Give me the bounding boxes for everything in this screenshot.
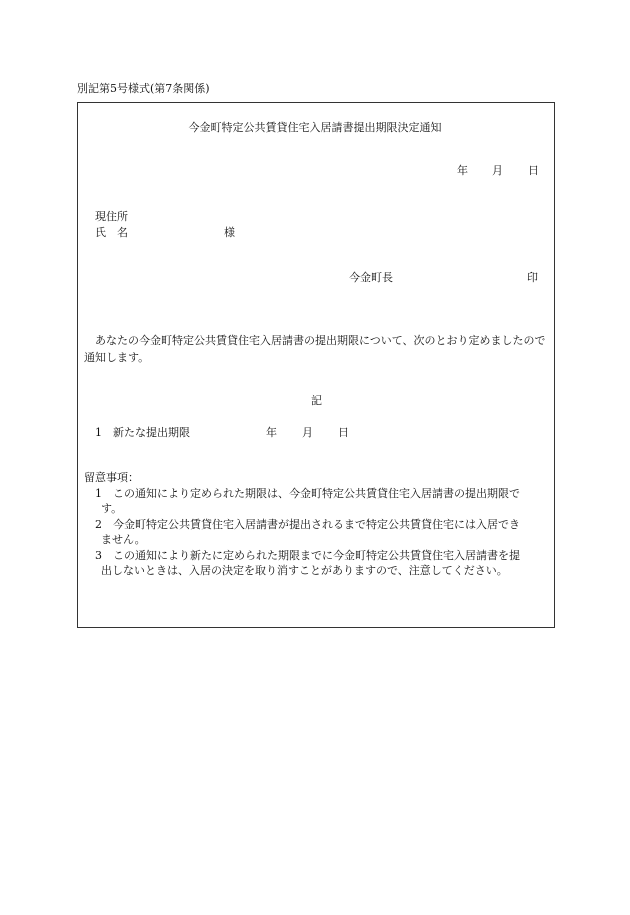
deadline-day: 日 [338, 426, 349, 439]
note-number: 1 [95, 487, 102, 500]
date-month: 月 [492, 164, 503, 177]
address-label: 現住所 [95, 210, 128, 223]
honorific-label: 様 [224, 226, 235, 239]
form-label: 別記第5号様式(第7条関係) [77, 82, 210, 95]
note-number: 3 [95, 549, 102, 562]
note-text: 今金町特定公共賃貸住宅入居請書が提出されるまで特定公共賃貸住宅には入居でき [113, 518, 520, 531]
note-text-continued: 出しないときは、入居の決定を取り消すことがありますので、注意してください。 [101, 564, 508, 577]
note-text: この通知により定められた期限は、今金町特定公共賃貸住宅入居請書の提出期限で [113, 487, 520, 500]
deadline-year: 年 [266, 426, 277, 439]
body-paragraph: あなたの今金町特定公共賃貸住宅入居請書の提出期限について、次のとおり定めましたので通知します。 [84, 334, 546, 364]
note-text: この通知により新たに定められた期限までに今金町特定公共賃貸住宅入居請書を提 [113, 549, 520, 562]
note-number: 2 [95, 518, 102, 531]
note-text-continued: す。 [101, 502, 123, 515]
name-label: 氏 名 [95, 226, 128, 239]
ki-heading: 記 [311, 394, 322, 407]
seal-label: 印 [527, 271, 538, 284]
note-text-continued: ません。 [101, 533, 146, 546]
new-deadline-label: 1 新たな提出期限 [95, 426, 190, 439]
date-year: 年 [457, 164, 468, 177]
notes-title: 留意事項： [84, 471, 139, 484]
mayor-label: 今金町長 [349, 271, 393, 284]
date-day: 日 [528, 164, 539, 177]
document-title: 今金町特定公共賃貸住宅入居請書提出期限決定通知 [188, 121, 442, 134]
deadline-month: 月 [302, 426, 313, 439]
